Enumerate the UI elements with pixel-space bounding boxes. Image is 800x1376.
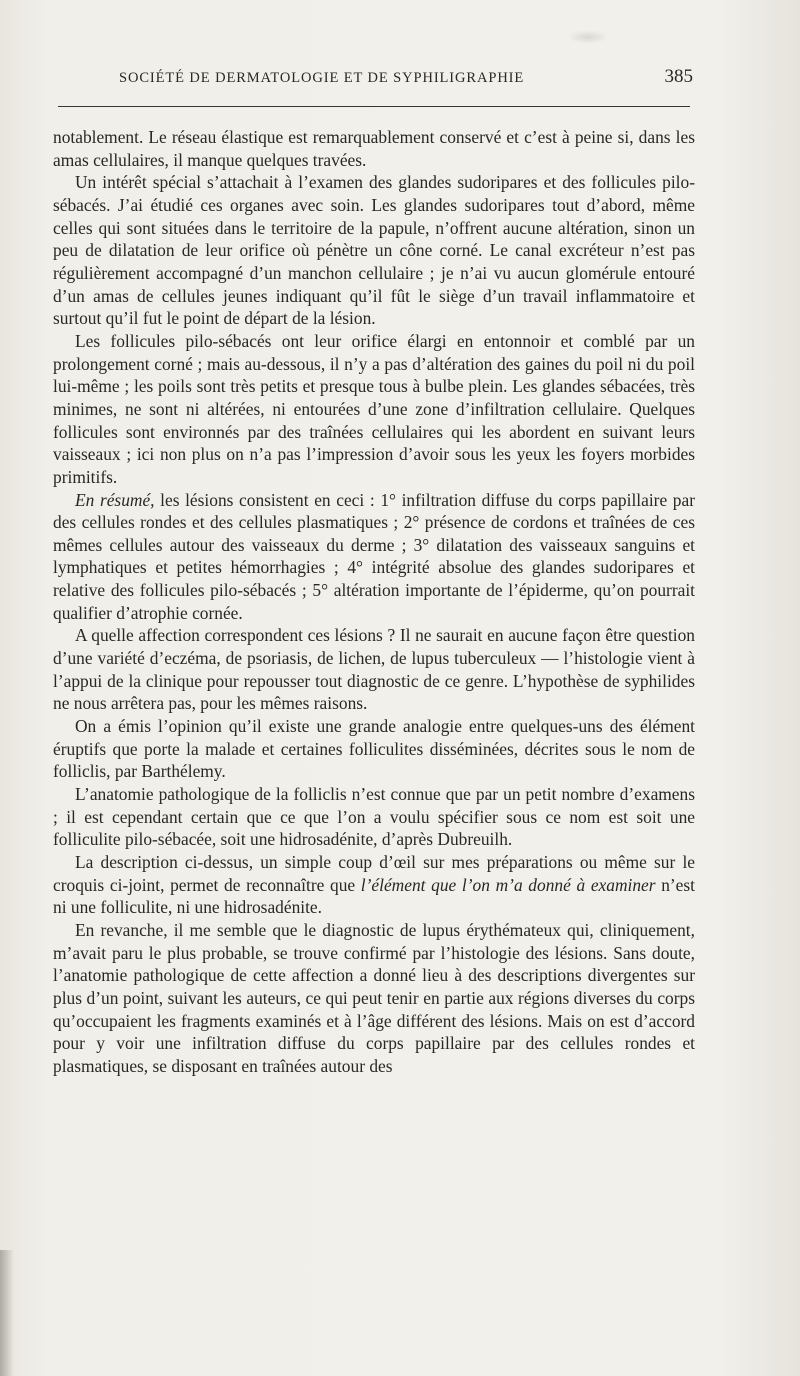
page-edge-shadow <box>0 1250 14 1376</box>
paragraph <box>53 624 695 715</box>
page-header <box>53 64 693 94</box>
body-text <box>53 126 695 1078</box>
paragraph <box>53 715 695 783</box>
paragraph-text: La description ci-dessus, un simple coup d’œil sur mes préparations ou même sur le croquis ci-joint, permet de reconnaître que <box>53 852 695 895</box>
italic-text: l’élément que l’on m’a donné à examiner <box>360 874 656 895</box>
paragraph <box>53 171 695 330</box>
paragraph <box>53 489 695 625</box>
paragraph <box>53 330 695 489</box>
page-number: 385 <box>664 66 693 87</box>
paragraph-text: L’anatomie pathologique de la folliclis n’est connue que par un petit nombre d’examens ; il est cependant certain que ce que l’on a voulu spécifier sous ce nom est soit une folliculite pilo-sébacée, soit une hidrosadénite, d’après Dubreuilh. <box>53 784 695 850</box>
header-rule <box>58 106 690 107</box>
paragraph-text: les lésions consistent en ceci : 1° infiltration diffuse du corps papillaire par des cellules rondes et des cellules plasmatiques ; 2° présence de cordons et traînées de ces mêmes cellules autour des vaisseaux du derme ; 3° dilatation des vaisseaux sanguins et lymphatiques et petites hémorrhagies ; 4° intégrité absolue des glandes sudoripares et relative des follicules pilo-sébacés ; 5° altération importante de l’épiderme, qu’on pourrait qualifier d’atrophie cornée. <box>53 489 695 623</box>
paragraph <box>53 126 695 171</box>
paragraph-text: Les follicules pilo-sébacés ont leur orifice élargi en entonnoir et comblé par un prolongement corné ; mais au-dessous, il n’y a pas d’altération des gaines du poil ni du poil lui-même ; les poils sont très petits et presque tous à bulbe plein. Les glandes sébacées, très minimes, ne sont ni altérées, ni entourées d’une zone d’infiltration cellulaire. Quelques follicules sont environnés par des traînées cellulaires qui les abordent en suivant leurs vaisseaux ; ici non plus on n’a pas l’impression d’avoir sous les yeux les foyers morbides primitifs. <box>53 330 695 487</box>
paragraph <box>53 851 695 919</box>
paragraph-text: notablement. Le réseau élastique est remarquablement conservé et c’est à peine si, dans les amas cellulaires, il manque quelques travées. <box>53 127 695 170</box>
paragraph-text: Un intérêt spécial s’attachait à l’examen des glandes sudoripares et des follicules pilo-sébacés. J’ai étudié ces organes avec soin. Les glandes sudoripares tout d’abord, même celles qui sont situées dans le territoire de la papule, n’offrent aucune altération, sinon un peu de dilatation de leur orifice où pénètre un cône corné. Le canal excréteur n’est pas régulièrement accompagné d’un manchon cellulaire ; je n’ai vu aucun glomérule entouré d’un amas de cellules jeunes indiquant qu’il fût le siège d’un travail inflammatoire et surtout qu’il fut le point de départ de la lésion. <box>53 172 695 329</box>
paragraph <box>53 919 695 1078</box>
paragraph-text: On a émis l’opinion qu’il existe une grande analogie entre quelques-uns des élément éruptifs que porte la malade et certaines folliculites disséminées, décrites sous le nom de folliclis, par Barthélemy. <box>53 716 695 782</box>
running-title: SOCIÉTÉ DE DERMATOLOGIE ET DE SYPHILIGRAPHIE <box>119 70 525 86</box>
paragraph-text: En revanche, il me semble que le diagnostic de lupus érythémateux qui, cliniquement, m’avait paru le plus probable, se trouve confirmé par l’histologie des lésions. Sans doute, l’anatomie pathologique de cette affection a donné lieu à des descriptions divergentes sur plus d’un point, suivant les auteurs, ce qui peut tenir en partie aux régions diverses du corps qu’occupaient les fragments examinés et à l’âge différent des lésions. Mais on est d’accord pour y voir une infiltration diffuse du corps papillaire par des cellules rondes et plasmatiques, se disposant en traînées autour des <box>53 919 695 1076</box>
paragraph <box>53 783 695 851</box>
paper-stain <box>568 30 608 44</box>
paragraph-text: n’est ni une folliculite, ni une hidrosadénite. <box>53 874 695 918</box>
paragraph-text: A quelle affection correspondent ces lésions ? Il ne saurait en aucune façon être question d’une variété d’eczéma, de psoriasis, de lichen, de lupus tuberculeux — l’histologie vient à l’appui de la clinique pour repousser tout diagnostic de ce genre. L’hypothèse de syphilides ne nous arrêtera pas, pour les mêmes raisons. <box>53 625 695 714</box>
italic-text: En résumé, <box>75 489 155 510</box>
